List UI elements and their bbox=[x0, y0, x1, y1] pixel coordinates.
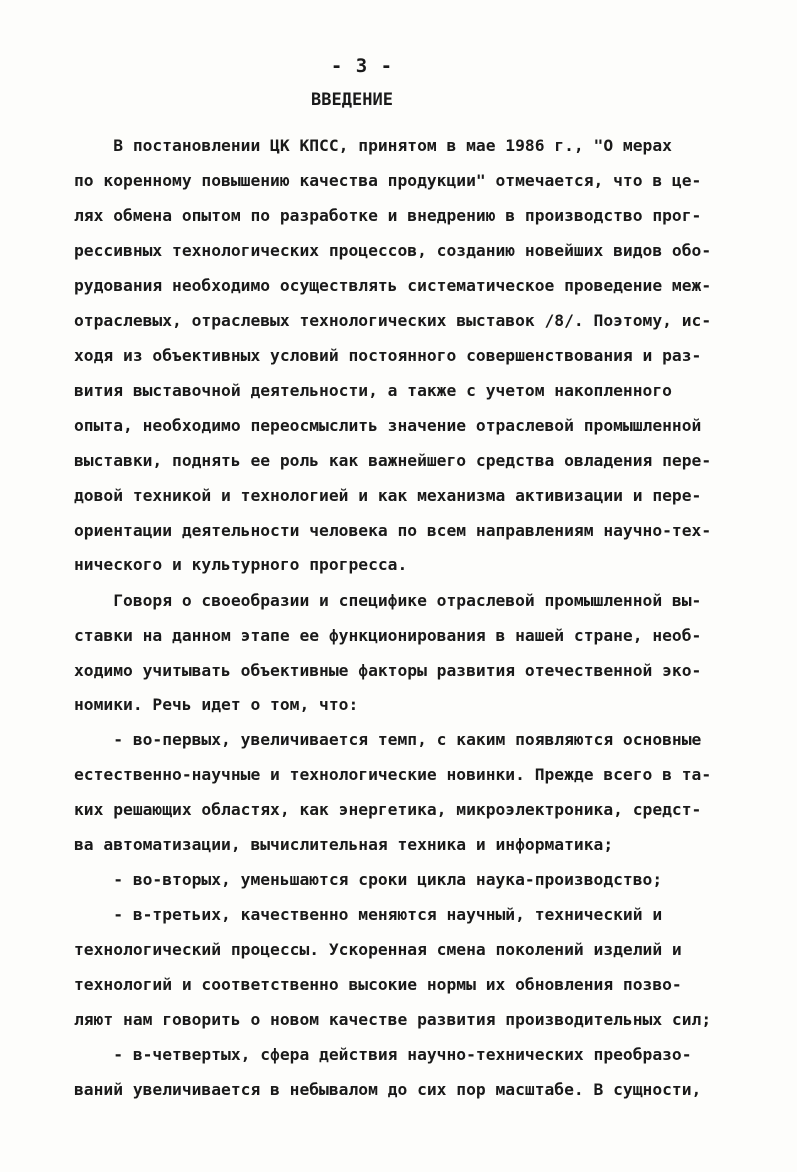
text-line: отраслевых, отраслевых технологических выставок /8/. Поэтому, ис- bbox=[74, 311, 712, 330]
text-line: Говоря о своеобразии и специфике отраслевой промышленной вы- bbox=[74, 591, 702, 610]
text-line: вития выставочной деятельности, а также с учетом накопленного bbox=[74, 381, 672, 400]
text-line: ориентации деятельности человека по всем направлениям научно-тех- bbox=[74, 521, 712, 540]
text-line: - в-четвертых, сфера действия научно-технических преобразо- bbox=[74, 1045, 692, 1064]
text-line: естественно-научные и технологические новинки. Прежде всего в та- bbox=[74, 765, 712, 784]
text-line: технологий и соответственно высокие нормы их обновления позво- bbox=[74, 975, 682, 994]
text-line: довой техникой и технологией и как механизма активизации и пере- bbox=[74, 486, 702, 505]
text-line: ва автоматизации, вычислительная техника и информатика; bbox=[74, 835, 614, 854]
text-line: В постановлении ЦК КПСС, принятом в мае 1986 г., "О мерах bbox=[74, 136, 672, 155]
text-line: ходя из объективных условий постоянного совершенствования и раз- bbox=[74, 346, 702, 365]
text-line: - в-третьих, качественно меняются научный, технический и bbox=[74, 905, 663, 924]
text-line: рудования необходимо осуществлять систематическое проведение меж- bbox=[74, 276, 712, 295]
text-line: опыта, необходимо переосмыслить значение отраслевой промышленной bbox=[74, 416, 702, 435]
text-line: технологический процессы. Ускоренная смена поколений изделий и bbox=[74, 940, 682, 959]
text-line: ких решающих областях, как энергетика, микроэлектроника, средст- bbox=[74, 800, 702, 819]
text-line: нического и культурного прогресса. bbox=[74, 555, 408, 574]
text-line: выставки, поднять ее роль как важнейшего средства овладения пере- bbox=[74, 451, 712, 470]
text-line: номики. Речь идет о том, что: bbox=[74, 695, 359, 714]
text-line: рессивных технологических процессов, созданию новейших видов обо- bbox=[74, 241, 712, 260]
text-line: ходимо учитывать объективные факторы развития отечественной эко- bbox=[74, 661, 702, 680]
page-number: - 3 - bbox=[330, 55, 394, 77]
text-line: по коренному повышению качества продукции" отмечается, что в це- bbox=[74, 171, 702, 190]
section-heading: ВВЕДЕНИЕ bbox=[311, 90, 393, 110]
text-line: лях обмена опытом по разработке и внедрению в производство прог- bbox=[74, 206, 702, 225]
text-line: - во-первых, увеличивается темп, с каким появляются основные bbox=[74, 730, 702, 749]
text-line: ляют нам говорить о новом качестве развития производительных сил; bbox=[74, 1010, 712, 1029]
text-line: - во-вторых, уменьшаются сроки цикла наука-производство; bbox=[74, 870, 663, 889]
text-line: ваний увеличивается в небывалом до сих пор масштабе. В сущности, bbox=[74, 1080, 702, 1099]
text-line: ставки на данном этапе ее функционирования в нашей стране, необ- bbox=[74, 626, 702, 645]
